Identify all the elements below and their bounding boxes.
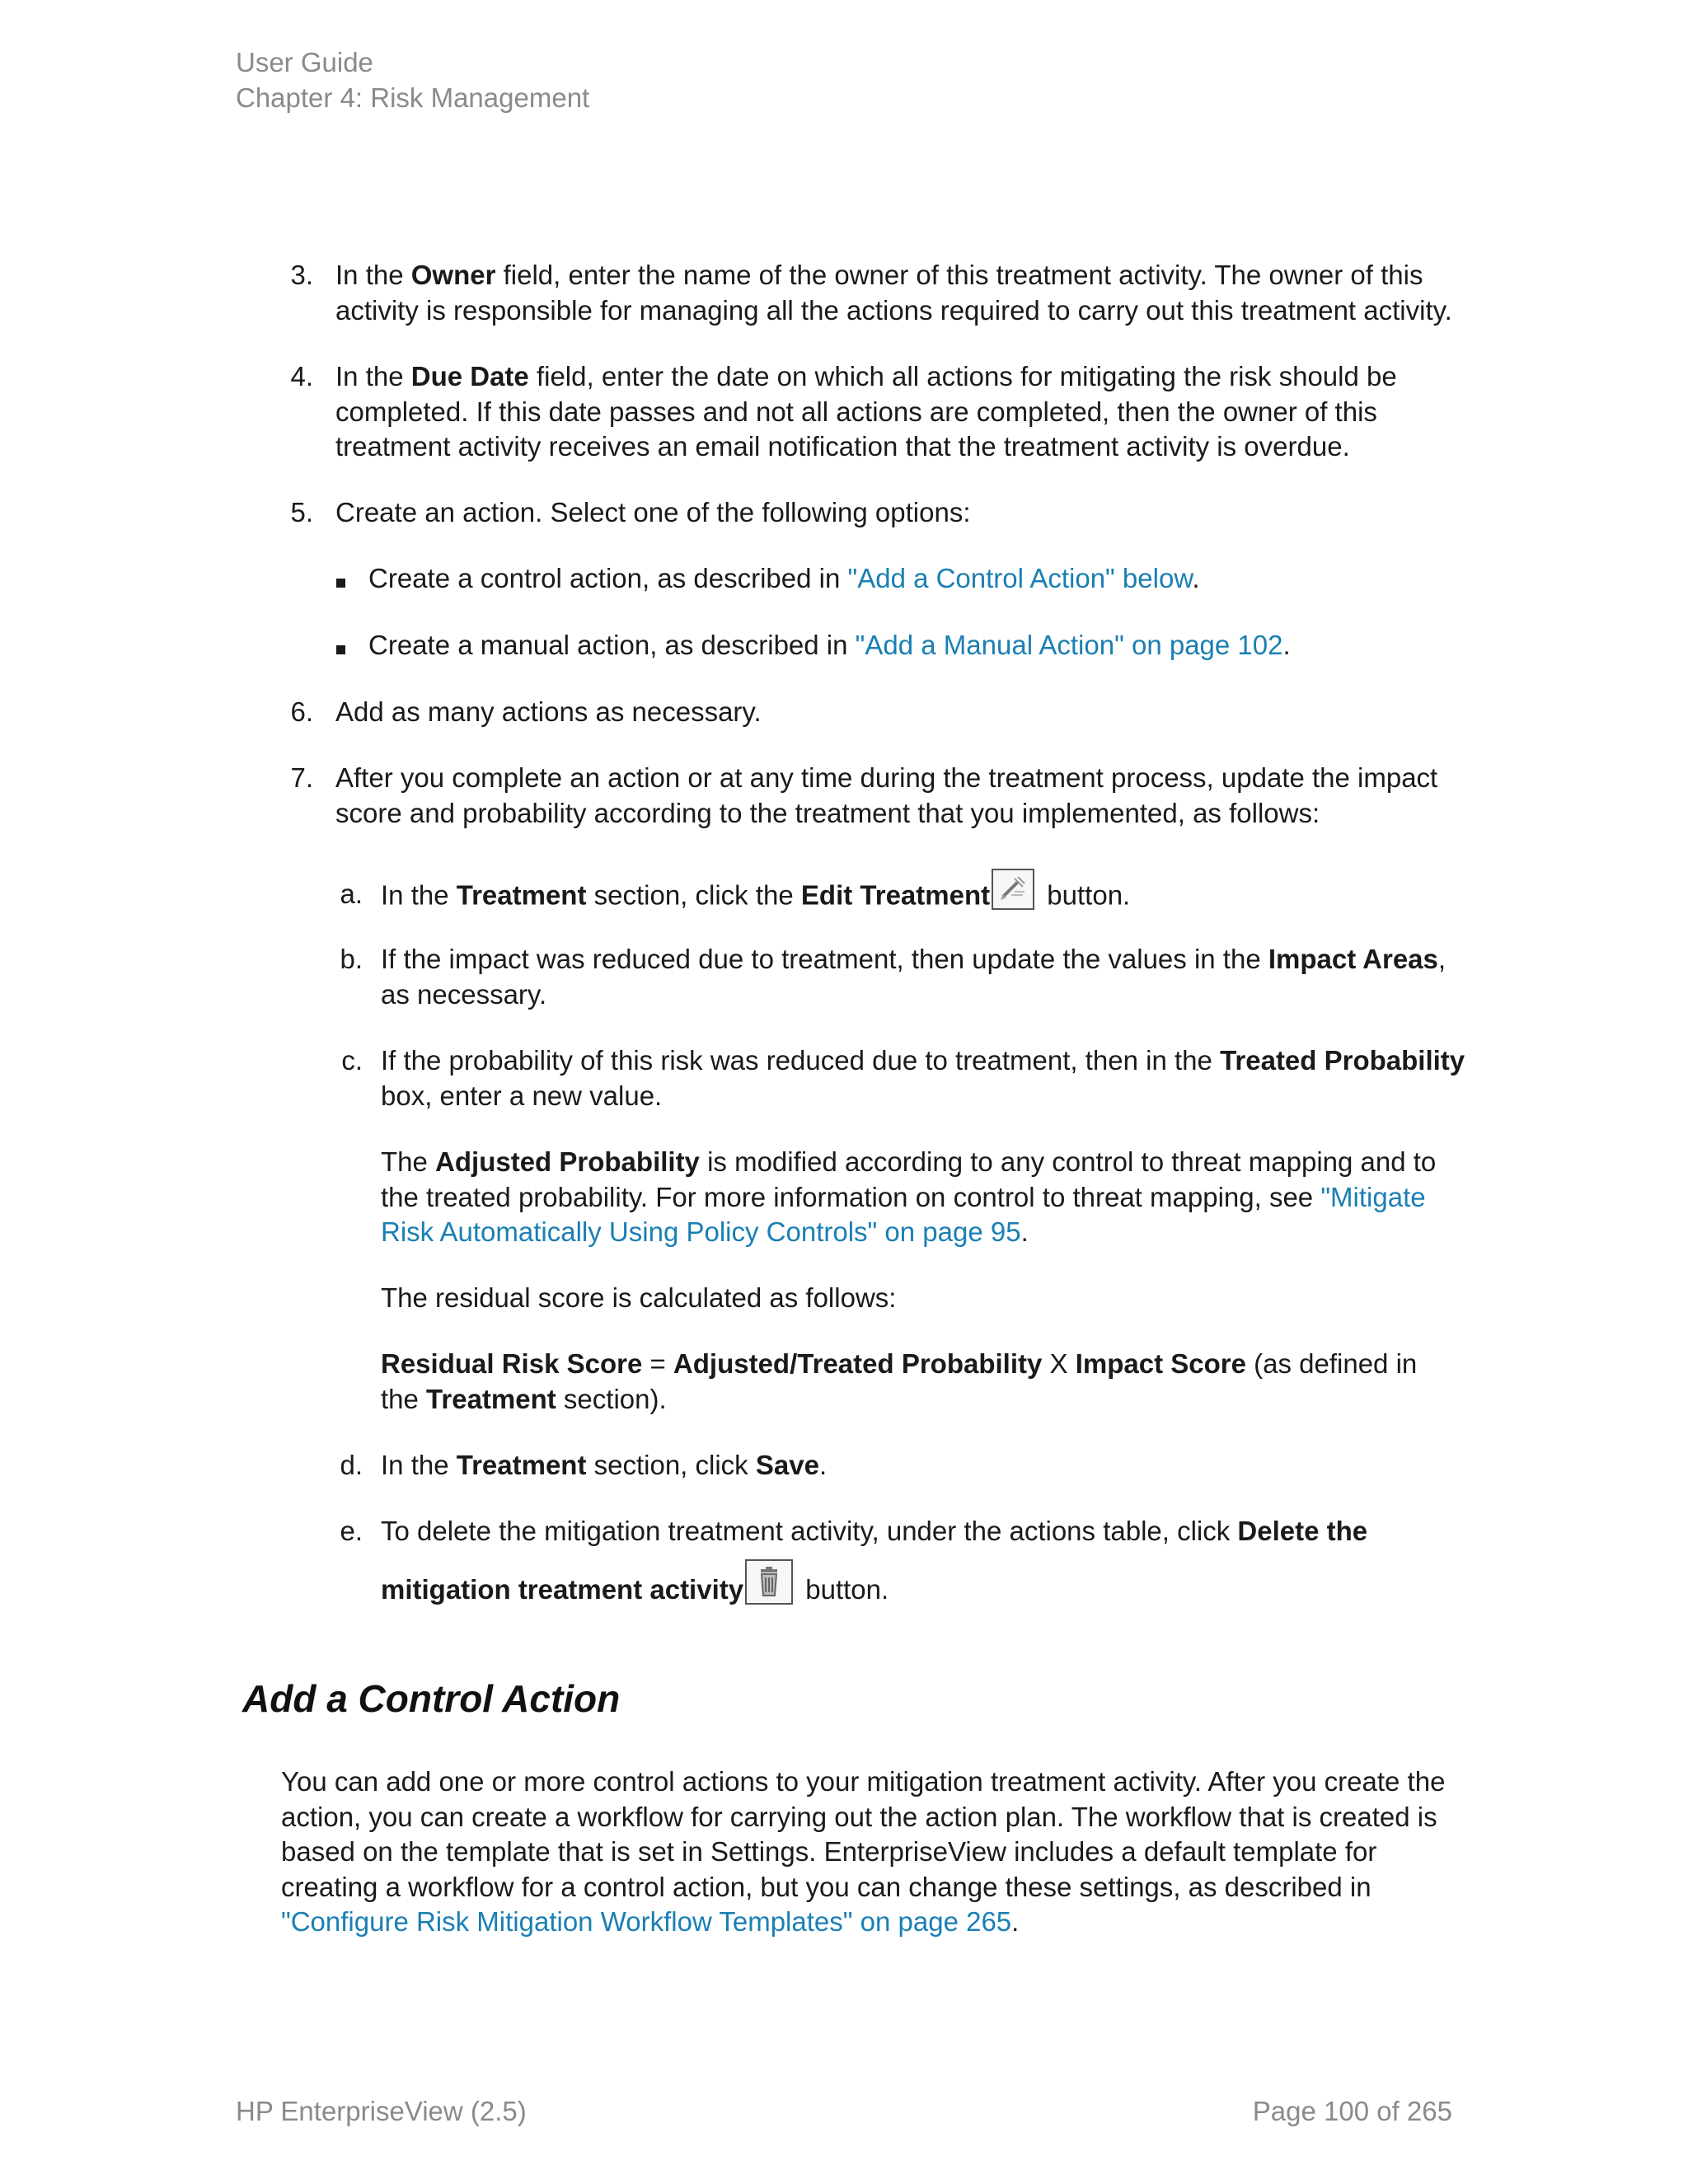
due-date-field-label: Due Date bbox=[410, 361, 529, 391]
substep-e-letter: e. bbox=[340, 1516, 363, 1546]
step-6-number: 6. bbox=[290, 696, 313, 727]
substep-a-letter: a. bbox=[340, 879, 363, 909]
substep-c-line-2: box, enter a new value. bbox=[381, 1080, 663, 1111]
substep-e-line-2: mitigation treatment activity button. bbox=[381, 1569, 889, 1615]
substep-e-line-1: To delete the mitigation treatment activity, under the actions table, click Delete the bbox=[381, 1516, 1368, 1546]
adjusted-probability-para-line-3: Risk Automatically Using Policy Controls" on page 95. bbox=[381, 1216, 1029, 1247]
step-4-line-1: In the Due Date field, enter the date on which all actions for mitigating the risk should be bbox=[335, 361, 1397, 391]
step-3-number: 3. bbox=[290, 260, 313, 290]
section-para-line-3: based on the template that is set in Settings. EnterpriseView includes a default template for bbox=[281, 1836, 1377, 1867]
substep-b-line-2: as necessary. bbox=[381, 979, 547, 1010]
link-add-control-action[interactable]: "Add a Control Action" below bbox=[847, 563, 1193, 593]
step-7-line-2: score and probability according to the treatment that you implemented, as follows: bbox=[335, 798, 1320, 828]
link-mitigate-risk-part-1[interactable]: "Mitigate bbox=[1320, 1182, 1426, 1212]
substep-d-text: In the Treatment section, click Save. bbox=[381, 1450, 828, 1480]
step-7-line-1: After you complete an action or at any time during the treatment process, update the impact bbox=[335, 762, 1438, 793]
step-4-line-3: treatment activity receives an email notification that the treatment activity is overdue. bbox=[335, 431, 1350, 462]
trash-icon[interactable] bbox=[745, 1559, 793, 1605]
substep-b-letter: b. bbox=[340, 944, 363, 974]
section-heading: Add a Control Action bbox=[242, 1677, 621, 1720]
edit-treatment-label: Edit Treatment bbox=[800, 879, 991, 911]
section-para-line-2: action, you can create a workflow for carrying out the action plan. The workflow that is created is bbox=[281, 1802, 1437, 1832]
residual-formula-line-1: Residual Risk Score = Adjusted/Treated Probability X Impact Score (as defined in bbox=[381, 1348, 1418, 1379]
substep-a-text: In the Treatment section, click the Edit Treatment button. bbox=[381, 877, 1130, 918]
bullet-1: Create a control action, as described in "Add a Control Action" below. bbox=[368, 563, 1200, 593]
bullet-1-marker bbox=[336, 579, 345, 588]
adjusted-probability-para-line-1: The Adjusted Probability is modified according to any control to threat mapping and to bbox=[381, 1146, 1437, 1177]
bullet-2-marker bbox=[336, 645, 345, 654]
residual-formula-line-2: the Treatment section). bbox=[381, 1384, 667, 1414]
save-label: Save bbox=[755, 1450, 819, 1480]
step-3-line-2: activity is responsible for managing all the actions required to carry out this treatment activity. bbox=[335, 295, 1452, 326]
footer-product: HP EnterpriseView (2.5) bbox=[236, 2096, 527, 2126]
link-mitigate-risk-part-2[interactable]: Risk Automatically Using Policy Controls" on page 95 bbox=[381, 1216, 1021, 1247]
step-5-number: 5. bbox=[290, 497, 313, 527]
adjusted-probability-para-line-2: the treated probability. For more information on control to threat mapping, see "Mitigate bbox=[381, 1182, 1426, 1212]
step-4-number: 4. bbox=[290, 361, 313, 391]
treated-probability-label: Treated Probability bbox=[1220, 1045, 1465, 1076]
substep-b-line-1: If the impact was reduced due to treatment, then update the values in the Impact Areas, bbox=[381, 944, 1447, 974]
step-7-number: 7. bbox=[290, 762, 313, 793]
substep-c-letter: c. bbox=[341, 1045, 363, 1076]
step-4-line-2: completed. If this date passes and not all actions are completed, then the owner of this bbox=[335, 396, 1377, 427]
section-para-line-4: creating a workflow for a control action, but you can change these settings, as described in bbox=[281, 1872, 1372, 1902]
step-5-text: Create an action. Select one of the following options: bbox=[335, 497, 971, 527]
step-3-line-1: In the Owner field, enter the name of the owner of this treatment activity. The owner of this bbox=[335, 260, 1423, 290]
substep-c-line-1: If the probability of this risk was reduced due to treatment, then in the Treated Probability bbox=[381, 1045, 1465, 1076]
edit-treatment-icon[interactable] bbox=[992, 869, 1034, 910]
bullet-2: Create a manual action, as described in "Add a Manual Action" on page 102. bbox=[368, 630, 1291, 660]
residual-score-intro: The residual score is calculated as follows: bbox=[381, 1282, 897, 1313]
owner-field-label: Owner bbox=[410, 260, 496, 290]
step-6-text: Add as many actions as necessary. bbox=[335, 696, 762, 727]
substep-d-letter: d. bbox=[340, 1450, 363, 1480]
footer-page-number: Page 100 of 265 bbox=[1252, 2096, 1452, 2126]
header-chapter: Chapter 4: Risk Management bbox=[236, 82, 590, 113]
delete-activity-label: mitigation treatment activity bbox=[381, 1574, 744, 1605]
section-para-line-1: You can add one or more control actions to your mitigation treatment activity. After you create the bbox=[281, 1766, 1446, 1797]
link-configure-workflow-templates[interactable]: "Configure Risk Mitigation Workflow Templates" on page 265 bbox=[281, 1906, 1012, 1937]
section-para-line-5: "Configure Risk Mitigation Workflow Templates" on page 265. bbox=[281, 1906, 1020, 1937]
impact-areas-label: Impact Areas bbox=[1268, 944, 1438, 974]
header-user-guide: User Guide bbox=[236, 47, 373, 77]
link-add-manual-action[interactable]: "Add a Manual Action" on page 102 bbox=[855, 630, 1283, 660]
